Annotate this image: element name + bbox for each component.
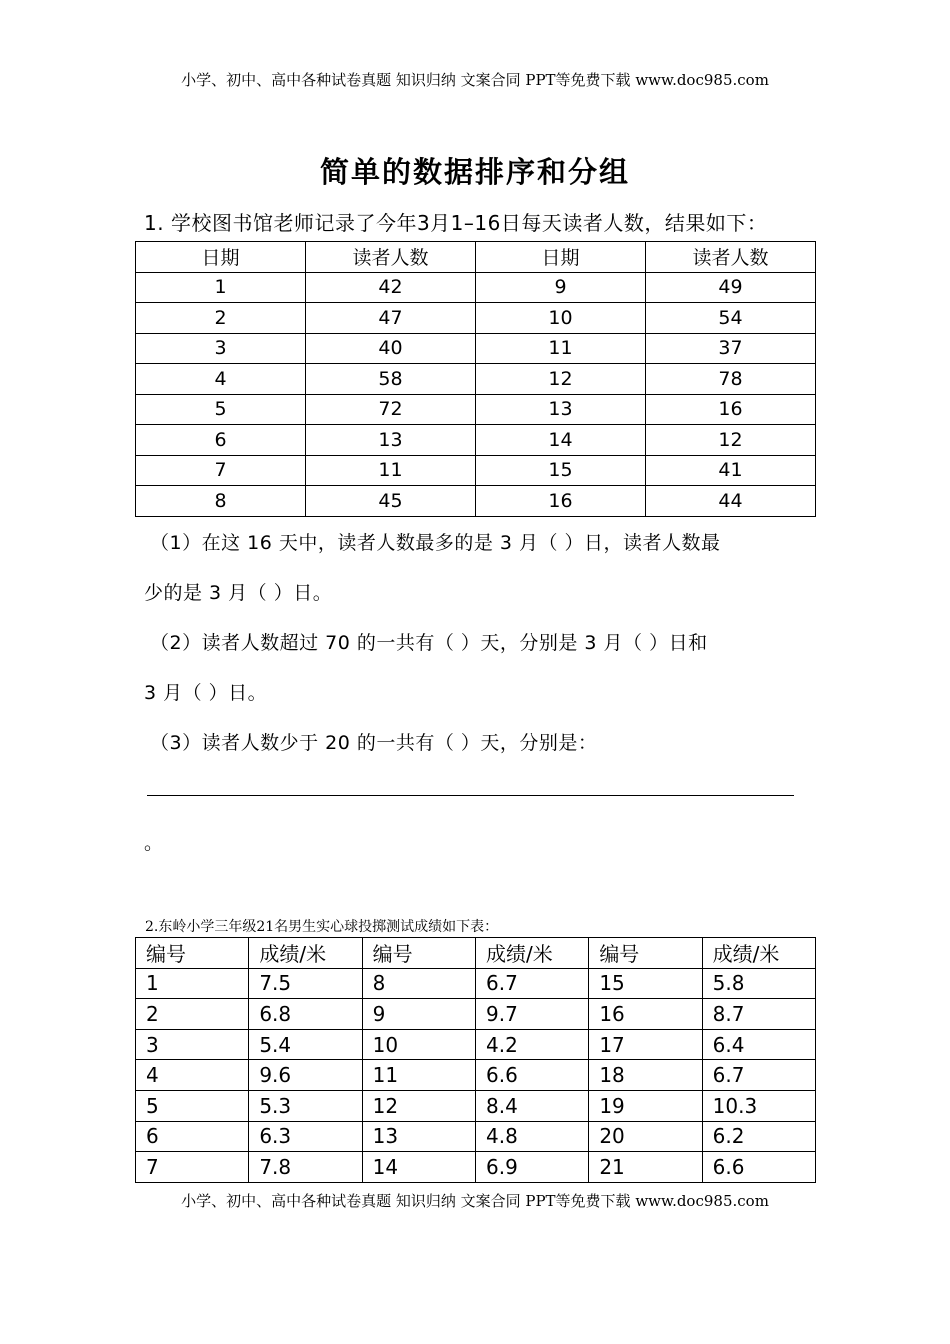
- answer-line: [147, 795, 794, 796]
- table-row: [136, 394, 816, 425]
- table-cell: 6.3: [249, 1121, 362, 1152]
- table-row: [136, 1060, 816, 1091]
- table-cell: 54: [646, 303, 816, 334]
- table-cell: 72: [306, 394, 476, 425]
- header-cell: 日期: [476, 242, 646, 273]
- table-row: [136, 1121, 816, 1152]
- table-cell: 4: [136, 364, 306, 395]
- table-row: [136, 999, 816, 1030]
- table-cell: 10.3: [702, 1090, 815, 1121]
- table-cell: 6.6: [702, 1152, 815, 1183]
- table-cell: 3: [136, 333, 306, 364]
- table-cell: 78: [646, 364, 816, 395]
- table-cell: 6.8: [249, 999, 362, 1030]
- table-row: [136, 968, 816, 999]
- question-1-sub1-line1: （1）在这 16 天中，读者人数最多的是 3 月（ ）日，读者人数最: [150, 532, 721, 554]
- table-row: [136, 1152, 816, 1183]
- table-cell: 42: [306, 272, 476, 303]
- table-cell: 1: [136, 272, 306, 303]
- table-cell: 6.7: [702, 1060, 815, 1091]
- table-cell: 6.7: [475, 968, 588, 999]
- table-cell: 14: [476, 425, 646, 456]
- table-cell: 9.6: [249, 1060, 362, 1091]
- table-cell: 44: [646, 486, 816, 517]
- table-cell: 20: [589, 1121, 702, 1152]
- table-cell: 13: [362, 1121, 475, 1152]
- table-cell: 13: [476, 394, 646, 425]
- table-row: [136, 1090, 816, 1121]
- header-cell: 成绩/米: [249, 938, 362, 969]
- header-cell: 编号: [362, 938, 475, 969]
- table-cell: 13: [306, 425, 476, 456]
- table-row: [136, 1029, 816, 1060]
- table-cell: 8: [362, 968, 475, 999]
- table-cell: 5: [136, 1090, 249, 1121]
- table-cell: 5.4: [249, 1029, 362, 1060]
- table-cell: 7: [136, 1152, 249, 1183]
- table-cell: 8.7: [702, 999, 815, 1030]
- table-cell: 2: [136, 999, 249, 1030]
- table-cell: 6.2: [702, 1121, 815, 1152]
- table-cell: 21: [589, 1152, 702, 1183]
- question-2-intro: 2.东岭小学三年级21名男生实心球投掷测试成绩如下表：: [145, 919, 499, 935]
- table-cell: 11: [306, 455, 476, 486]
- table-cell: 9: [476, 272, 646, 303]
- table-row: [136, 425, 816, 456]
- table-cell: 2: [136, 303, 306, 334]
- reader-count-table: [135, 241, 816, 517]
- table-cell: 5.8: [702, 968, 815, 999]
- table-cell: 1: [136, 968, 249, 999]
- table-cell: 7.5: [249, 968, 362, 999]
- table-cell: 17: [589, 1029, 702, 1060]
- table-cell: 11: [362, 1060, 475, 1091]
- table-cell: 6.9: [475, 1152, 588, 1183]
- throw-score-table: [135, 937, 816, 1183]
- table-cell: 8: [136, 486, 306, 517]
- answer-period: 。: [144, 832, 164, 854]
- table-row: [136, 364, 816, 395]
- table-cell: 16: [589, 999, 702, 1030]
- header-cell: 编号: [589, 938, 702, 969]
- table-cell: 5.3: [249, 1090, 362, 1121]
- table-cell: 7.8: [249, 1152, 362, 1183]
- page-footer: 小学、初中、高中各种试卷真题 知识归纳 文案合同 PPT等免费下载 www.doc985.com: [181, 1192, 769, 1210]
- table-cell: 10: [362, 1029, 475, 1060]
- question-1-sub2-line1: （2）读者人数超过 70 的一共有（ ）天，分别是 3 月（ ）日和: [150, 632, 708, 654]
- table-cell: 15: [476, 455, 646, 486]
- table-cell: 10: [476, 303, 646, 334]
- question-1-sub1-line2: 少的是 3 月（ ）日。: [144, 582, 333, 604]
- table-cell: 9.7: [475, 999, 588, 1030]
- table-cell: 6: [136, 425, 306, 456]
- header-cell: 读者人数: [306, 242, 476, 273]
- header-cell: 读者人数: [646, 242, 816, 273]
- table-cell: 37: [646, 333, 816, 364]
- table-header-row: [136, 242, 816, 273]
- question-1-intro: 1. 学校图书馆老师记录了今年3月1–16日每天读者人数，结果如下：: [144, 211, 768, 235]
- question-1-sub3: （3）读者人数少于 20 的一共有（ ）天，分别是：: [150, 732, 598, 754]
- table-cell: 45: [306, 486, 476, 517]
- table-row: [136, 272, 816, 303]
- table-row: [136, 455, 816, 486]
- table-cell: 5: [136, 394, 306, 425]
- table-cell: 12: [476, 364, 646, 395]
- page-header: 小学、初中、高中各种试卷真题 知识归纳 文案合同 PPT等免费下载 www.doc985.com: [181, 71, 769, 89]
- table-cell: 6: [136, 1121, 249, 1152]
- table-cell: 12: [646, 425, 816, 456]
- table-row: [136, 333, 816, 364]
- table-cell: 41: [646, 455, 816, 486]
- table-cell: 12: [362, 1090, 475, 1121]
- table-cell: 6.4: [702, 1029, 815, 1060]
- table-cell: 15: [589, 968, 702, 999]
- table-cell: 3: [136, 1029, 249, 1060]
- table-cell: 58: [306, 364, 476, 395]
- table-cell: 18: [589, 1060, 702, 1091]
- table-cell: 8.4: [475, 1090, 588, 1121]
- table-cell: 40: [306, 333, 476, 364]
- table-cell: 16: [646, 394, 816, 425]
- question-1-sub2-line2: 3 月（ ）日。: [144, 682, 268, 704]
- table-cell: 19: [589, 1090, 702, 1121]
- table-cell: 9: [362, 999, 475, 1030]
- header-cell: 成绩/米: [702, 938, 815, 969]
- table-cell: 14: [362, 1152, 475, 1183]
- table-cell: 11: [476, 333, 646, 364]
- table-cell: 47: [306, 303, 476, 334]
- page-title: 简单的数据排序和分组: [319, 155, 630, 189]
- table-cell: 6.6: [475, 1060, 588, 1091]
- header-cell: 编号: [136, 938, 249, 969]
- header-cell: 成绩/米: [475, 938, 588, 969]
- table-row: [136, 303, 816, 334]
- table-cell: 4: [136, 1060, 249, 1091]
- table-cell: 49: [646, 272, 816, 303]
- table-header-row: [136, 938, 816, 969]
- table-cell: 7: [136, 455, 306, 486]
- table-cell: 4.8: [475, 1121, 588, 1152]
- header-cell: 日期: [136, 242, 306, 273]
- table-cell: 16: [476, 486, 646, 517]
- table-cell: 4.2: [475, 1029, 588, 1060]
- table-row: [136, 486, 816, 517]
